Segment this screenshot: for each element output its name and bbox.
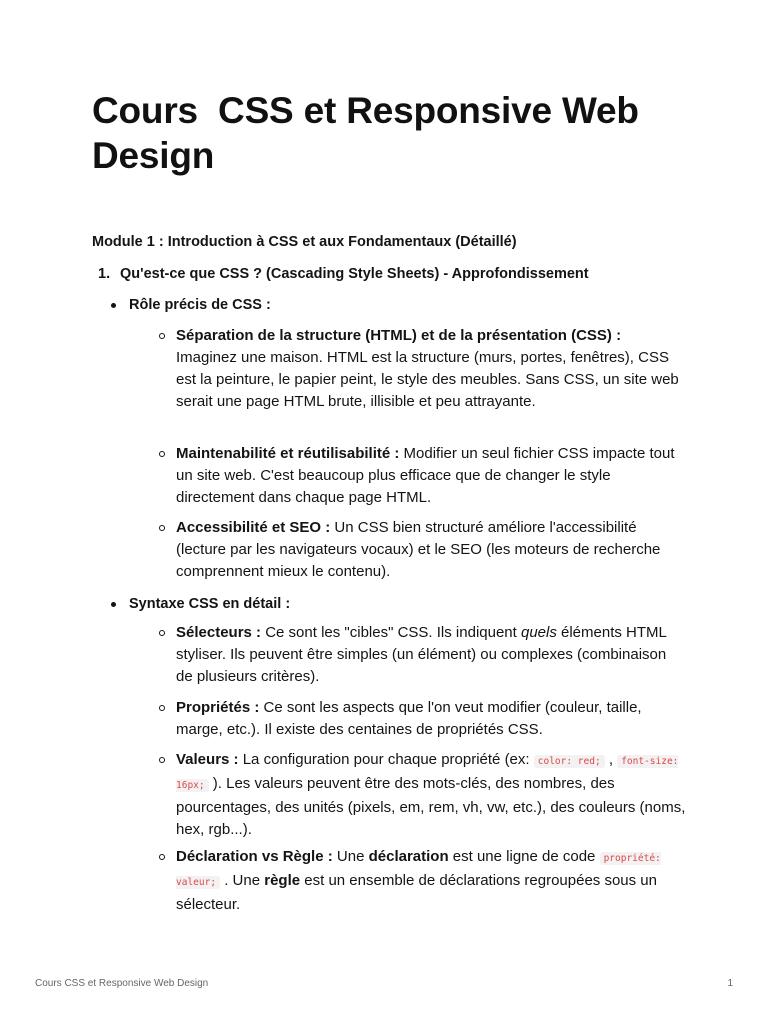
section-role-heading [129,297,271,313]
list-item-declaration [176,846,686,916]
item-text: Un CSS bien structuré améliore l'accessibilité (lecture par les navigateurs vocaux) et le SEO (les moteurs de recherche comprennent mieux le contenu). [176,519,661,580]
document-page [92,88,686,913]
section-syntax-title: Syntaxe CSS en détail : [129,596,291,612]
circle-bullet-icon [159,757,165,763]
bullet-icon [111,602,116,607]
item-bold-term: règle [264,872,301,889]
item-text: La configuration pour chaque propriété (ex: [238,751,534,768]
bullet-icon [111,303,116,308]
item-text: est un ensemble de déclarations regroupées sous un sélecteur. [176,872,657,913]
item-label: Séparation de la structure (HTML) et de la présentation (CSS) : [176,327,622,344]
item-text: , [604,751,618,768]
item-text: éléments HTML styliser. Ils peuvent être simples (un élément) ou complexes (combinaison de plusieurs critères). [176,624,667,685]
section-syntax-heading [129,596,290,612]
inline-code: font-size: 16px; [176,756,679,791]
section-role-title: Rôle précis de CSS : [129,297,271,313]
question-title: Qu'est-ce que CSS ? (Cascading Style Sheets) - Approfondissement [120,266,589,282]
item-text: ). Les valeurs peuvent être des mots-clés, des nombres, des pourcentages, des unités (pixels, em, rem, vh, vw, etc.), des couleurs (noms, hex, rgb...). [176,775,686,838]
circle-bullet-icon [159,333,165,339]
question-heading [98,266,589,282]
item-emphasis: quels [520,624,557,641]
item-label: Accessibilité et SEO : [176,519,331,536]
footer-title: Cours CSS et Responsive Web Design [35,978,209,989]
item-text: Modifier un seul fichier CSS impacte tout un site web. C'est beaucoup plus efficace que de changer le style directement dans chaque page HTML. [176,445,675,506]
inline-code: propriété: valeur; [176,853,661,888]
circle-bullet-icon [159,705,165,711]
item-label: Maintenabilité et réutilisabilité : [176,445,400,462]
page-title: Cours CSS et Responsive Web Design [92,90,649,176]
item-label: Propriétés : [176,699,260,716]
inline-code: color: red; [534,755,605,768]
module-heading: Module 1 : Introduction à CSS et aux Fondamentaux (Détaillé) [92,234,517,250]
item-label: Sélecteurs : [176,624,262,641]
list-item-selectors [176,622,686,688]
page-number: 1 [727,978,733,989]
list-item-properties [176,697,686,741]
page-footer [35,978,733,989]
circle-bullet-icon [159,630,165,636]
list-item-values [176,749,686,841]
circle-bullet-icon [159,451,165,457]
item-text: . Une [220,872,265,889]
item-text: Ce sont les "cibles" CSS. Ils indiquent [261,624,521,641]
item-label: Déclaration vs Règle : [176,848,333,865]
item-text: Une [332,848,369,865]
list-item-maintainability [176,443,686,509]
question-number: 1. [98,266,111,282]
list-item-separation [176,325,686,413]
circle-bullet-icon [159,854,165,860]
item-text: est une ligne de code [448,848,600,865]
item-bold-term: déclaration [368,848,449,865]
circle-bullet-icon [159,525,165,531]
item-label: Valeurs : [176,751,239,768]
item-text: Ce sont les aspects que l'on veut modifier (couleur, taille, marge, etc.). Il existe des centaines de propriétés CSS. [176,699,642,738]
item-text: Imaginez une maison. HTML est la structure (murs, portes, fenêtres), CSS est la peinture, le papier peint, le style des meubles. Sans CSS, un site web serait une page HTML brute, illisible et peu attrayante. [176,349,679,410]
list-item-accessibility [176,517,686,583]
